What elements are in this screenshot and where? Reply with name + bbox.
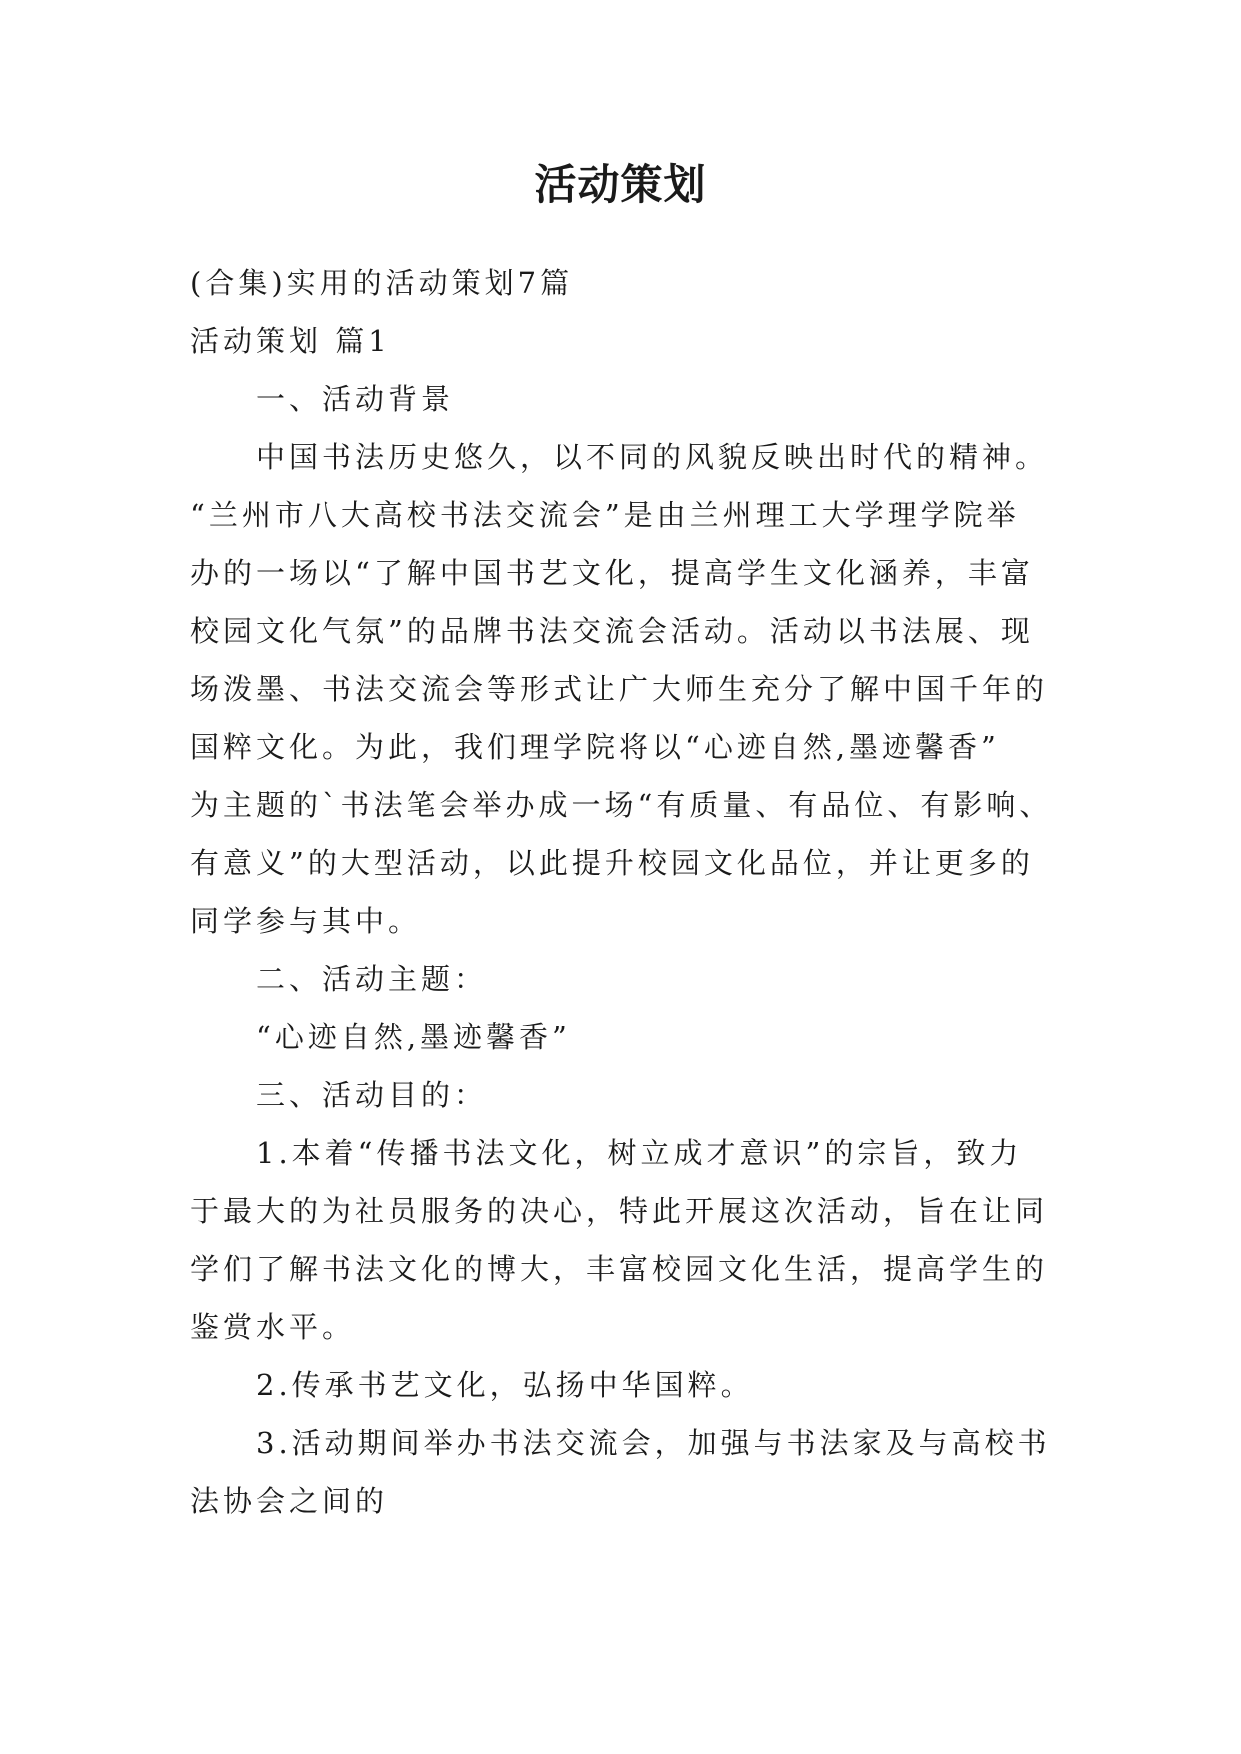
body-line: 办的一场以“了解中国书艺文化，提高学生文化涵养，丰富	[190, 556, 1034, 590]
body-line: “心迹自然,墨迹馨香”	[256, 1020, 571, 1054]
body-line: 场泼墨、书法交流会等形式让广大师生充分了解中国千年的	[190, 672, 1049, 706]
body-line: 学们了解书法文化的博大，丰富校园文化生活，提高学生的	[190, 1252, 1049, 1286]
body-line: 法协会之间的	[190, 1484, 389, 1518]
body-line: 有意义”的大型活动，以此提升校园文化品位，并让更多的	[190, 846, 1034, 880]
document-title: 活动策划	[534, 160, 707, 209]
document-body	[190, 254, 1070, 1530]
body-line: 鉴赏水平。	[190, 1310, 356, 1344]
body-line: 中国书法历史悠久，以不同的风貌反映出时代的精神。	[256, 440, 1049, 474]
body-line: 于最大的为社员服务的决心，特此开展这次活动，旨在让同	[190, 1194, 1049, 1228]
body-line: “兰州市八大高校书法交流会”是由兰州理工大学理学院举	[190, 498, 1020, 532]
body-line: 一、活动背景	[256, 382, 455, 416]
body-line: 三、活动目的：	[256, 1078, 488, 1112]
body-line: 校园文化气氛”的品牌书法交流会活动。活动以书法展、现	[190, 614, 1034, 648]
body-line: 同学参与其中。	[190, 904, 422, 938]
body-line: 2.传承书艺文化，弘扬中华国粹。	[256, 1368, 754, 1402]
body-line: 3.活动期间举办书法交流会，加强与书法家及与高校书	[256, 1426, 1051, 1460]
body-line: 国粹文化。为此，我们理学院将以“心迹自然,墨迹馨香”	[190, 730, 1000, 764]
body-line: 1.本着“传播书法文化，树立成才意识”的宗旨，致力	[256, 1136, 1023, 1170]
body-line: 二、活动主题：	[256, 962, 488, 996]
body-line: (合集)实用的活动策划7篇	[190, 266, 574, 300]
body-line: 活动策划 篇1	[190, 324, 391, 358]
body-line: 为主题的`书法笔会举办成一场“有质量、有品位、有影响、	[190, 788, 1053, 822]
